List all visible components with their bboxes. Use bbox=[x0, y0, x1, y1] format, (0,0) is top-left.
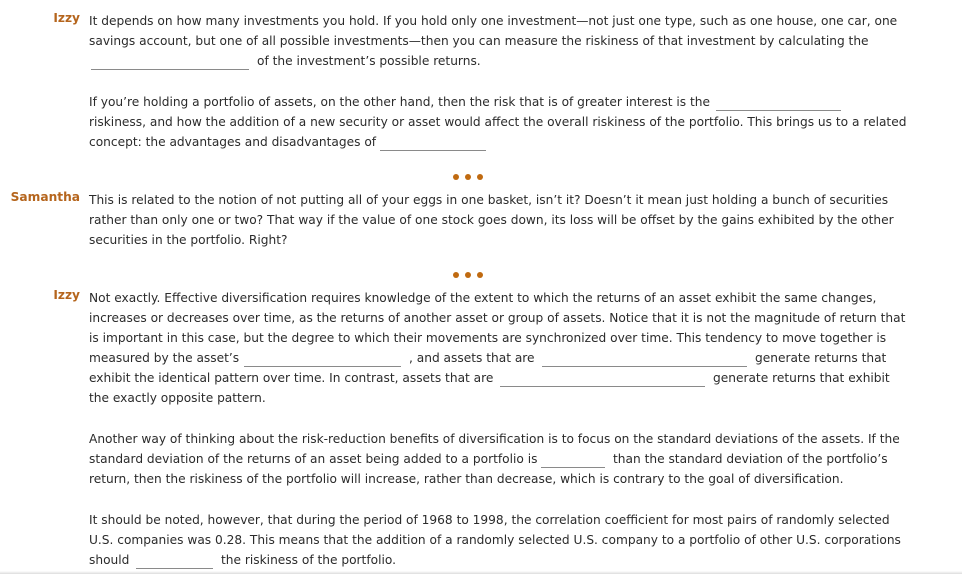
dialog-text: It should be noted, however, that during the period of 1968 to 1998, the correlation coefficient for most pairs of randomly selected bbox=[89, 513, 890, 527]
answer-blank-5[interactable] bbox=[542, 365, 747, 367]
dialog-text: is important in this case, but the degree to which their movements are synchronized over time. This tendency to move together is bbox=[89, 331, 887, 345]
dialog-text: It depends on how many investments you hold. If you hold only one investment—not just one type, such as one house, one car, one bbox=[89, 14, 898, 28]
dialog-text: exhibit the identical pattern over time. In contrast, assets that are bbox=[89, 371, 494, 385]
dialog-text: generate returns that exhibit bbox=[713, 371, 890, 385]
answer-blank-3[interactable] bbox=[380, 149, 486, 151]
dialog-text: the exactly opposite pattern. bbox=[89, 391, 266, 405]
answer-blank-1[interactable] bbox=[91, 68, 249, 70]
dialog-text: measured by the asset’s bbox=[89, 351, 240, 365]
dialog-text: Not exactly. Effective diversification requires knowledge of the extent to which the returns of an asset exhibit the same changes, bbox=[89, 291, 877, 305]
answer-blank-8[interactable] bbox=[136, 567, 213, 569]
dialog-text: savings account, but one of all possible investments—then you can measure the riskiness of that investment by calculating the bbox=[89, 34, 869, 48]
answer-blank-4[interactable] bbox=[244, 365, 401, 367]
dialog-text: riskiness, and how the addition of a new security or asset would affect the overall riskiness of the portfolio. This brings us to a related bbox=[89, 115, 907, 129]
dialog-text: rather than only one or two? That way if the value of one stock goes down, its loss will be offset by the gains exhibited by the other bbox=[89, 213, 894, 227]
dialog-text: increases or decreases over time, as the returns of another asset or group of assets. Notice that it is not the magnitude of return that bbox=[89, 311, 906, 325]
ellipsis-divider bbox=[453, 267, 493, 275]
dialog-text: securities in the portfolio. Right? bbox=[89, 233, 288, 247]
dialog-text: This is related to the notion of not putting all of your eggs in one basket, isn’t it? Doesn’t it mean just holding a bunch of securities bbox=[89, 193, 889, 207]
speaker-izzy: Izzy bbox=[53, 11, 80, 25]
dialog-text: concept: the advantages and disadvantages of bbox=[89, 135, 377, 149]
ellipsis-divider bbox=[453, 169, 493, 177]
dialog-text: U.S. companies was 0.28. This means that the addition of a randomly selected U.S. company to a portfolio of other U.S. corporations bbox=[89, 533, 901, 547]
speaker-samantha: Samantha bbox=[10, 190, 80, 204]
dialog-text: of the investment’s possible returns. bbox=[257, 54, 481, 68]
dialog-text: If you’re holding a portfolio of assets, on the other hand, then the risk that is of greater interest is the bbox=[89, 95, 711, 109]
dialog-text: should bbox=[89, 553, 130, 567]
dialog-text: the riskiness of the portfolio. bbox=[221, 553, 396, 567]
answer-blank-7[interactable] bbox=[541, 466, 605, 468]
dialog-text: generate returns that bbox=[755, 351, 887, 365]
dialog-text: Another way of thinking about the risk-reduction benefits of diversification is to focus on the standard deviations of the assets. If the bbox=[89, 432, 900, 446]
dialog-text: standard deviation of the returns of an asset being added to a portfolio is bbox=[89, 452, 538, 466]
answer-blank-6[interactable] bbox=[500, 385, 705, 387]
dialog-text: return, then the riskiness of the portfolio will increase, rather than decrease, which is contrary to the goal of diversification. bbox=[89, 472, 844, 486]
dialog-text: than the standard deviation of the portfolio’s bbox=[613, 452, 888, 466]
speaker-izzy: Izzy bbox=[53, 288, 80, 302]
answer-blank-2[interactable] bbox=[716, 109, 841, 111]
dialog-text: , and assets that are bbox=[409, 351, 535, 365]
